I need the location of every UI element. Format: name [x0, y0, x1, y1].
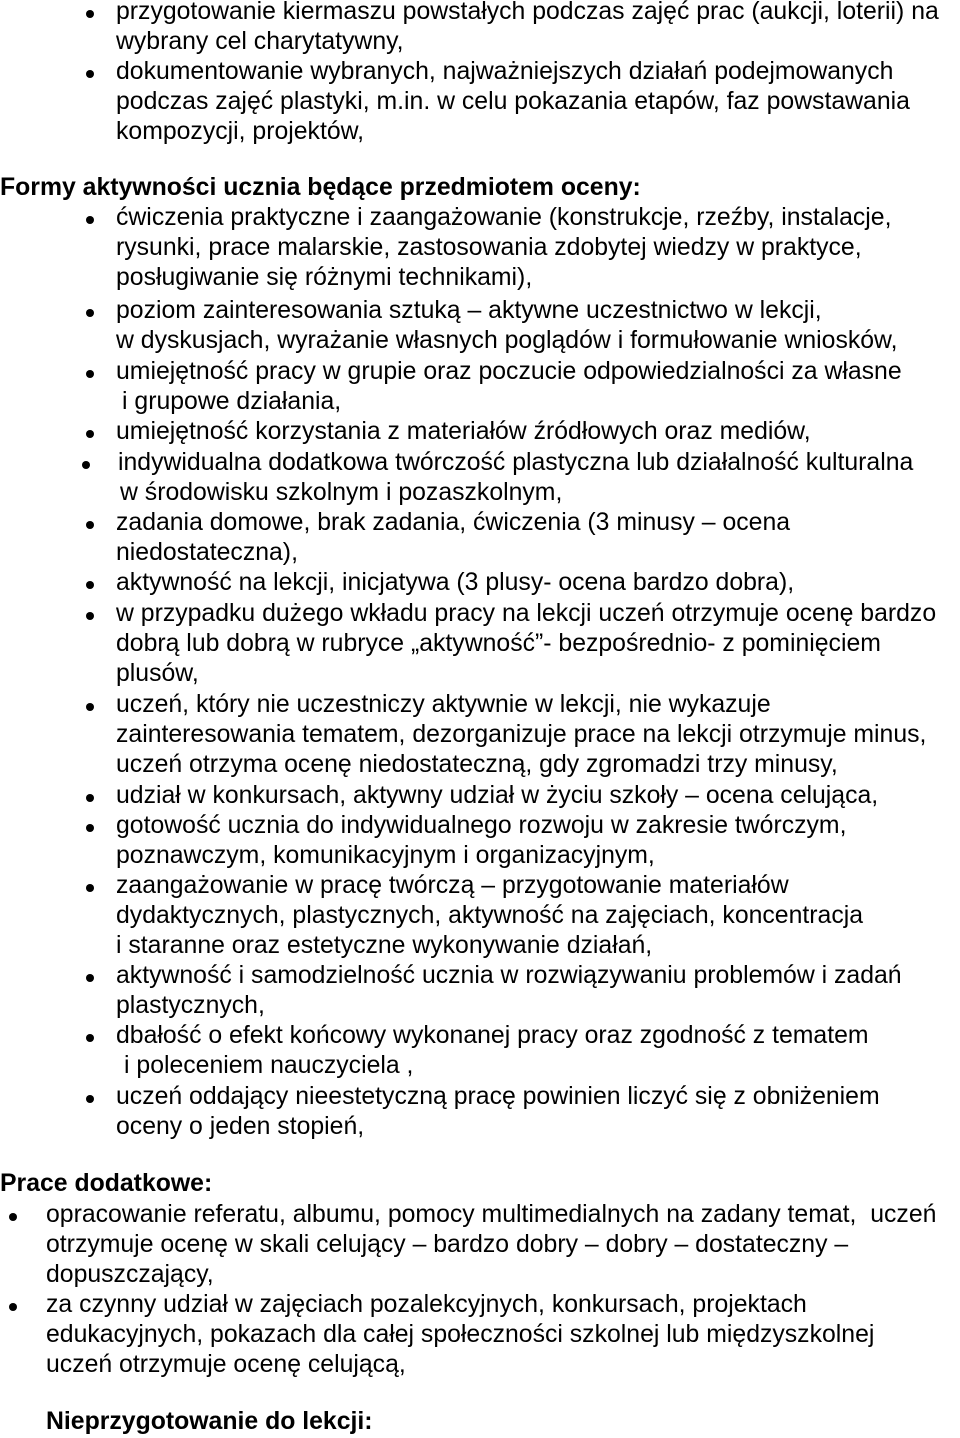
list-item-line: posługiwanie się różnymi technikami), — [116, 264, 533, 291]
bullet-icon — [86, 370, 94, 378]
list-item-line: i staranne oraz estetyczne wykonywanie działań, — [116, 932, 653, 959]
list-item-line: aktywność i samodzielność ucznia w rozwiązywaniu problemów i zadań — [116, 962, 902, 989]
section-heading: Nieprzygotowanie do lekcji: — [46, 1408, 373, 1435]
list-item-line: dokumentowanie wybranych, najważniejszych działań podejmowanych — [116, 58, 894, 85]
list-item-line: poznawczym, komunikacyjnym i organizacyjnym, — [116, 842, 655, 869]
list-item-line: wybrany cel charytatywny, — [116, 28, 404, 55]
list-item-line: w przypadku dużego wkładu pracy na lekcji uczeń otrzymuje ocenę bardzo — [116, 600, 937, 627]
bullet-icon — [86, 884, 94, 892]
list-item-line: uczeń otrzymuje ocenę celującą, — [46, 1351, 406, 1378]
list-item-line: poziom zainteresowania sztuką – aktywne uczestnictwo w lekcji, — [116, 297, 822, 324]
list-item-line: przygotowanie kiermaszu powstałych podczas zajęć prac (aukcji, loterii) na — [116, 0, 939, 25]
bullet-icon — [86, 309, 94, 317]
bullet-icon — [86, 974, 94, 982]
list-item-line: zadania domowe, brak zadania, ćwiczenia (3 minusy – ocena — [116, 509, 791, 536]
list-item-line: zaangażowanie w pracę twórczą – przygotowanie materiałów — [116, 872, 789, 899]
list-item-line: edukacyjnych, pokazach dla całej społeczności szkolnej lub międzyszkolnej — [46, 1321, 875, 1348]
list-item-line: za czynny udział w zajęciach pozalekcyjnych, konkursach, projektach — [46, 1291, 807, 1318]
list-item-line: i grupowe działania, — [122, 388, 342, 415]
section-heading: Prace dodatkowe: — [0, 1170, 213, 1197]
list-item-line: zainteresowania tematem, dezorganizuje prace na lekcji otrzymuje minus, — [116, 721, 927, 748]
bullet-icon — [86, 430, 94, 438]
section-heading: Formy aktywności ucznia będące przedmiotem oceny: — [0, 174, 641, 201]
list-item-line: w dyskusjach, wyrażanie własnych poglądów i formułowanie wniosków, — [116, 327, 898, 354]
list-item-line: otrzymuje ocenę w skali celujący – bardzo dobry – dobry – dostateczny – — [46, 1231, 849, 1258]
bullet-icon — [86, 824, 94, 832]
list-item-line: indywidualna dodatkowa twórczość plastyczna lub działalność kulturalna — [118, 449, 914, 476]
bullet-icon — [82, 461, 90, 469]
list-item-line: dydaktycznych, plastycznych, aktywność na zajęciach, koncentracja — [116, 902, 864, 929]
list-item-line: uczeń, który nie uczestniczy aktywnie w lekcji, nie wykazuje — [116, 691, 771, 718]
list-item-line: udział w konkursach, aktywny udział w życiu szkoły – ocena celująca, — [116, 782, 879, 809]
list-item-line: dopuszczający, — [46, 1261, 214, 1288]
list-item-line: niedostateczna), — [116, 539, 298, 566]
list-item-line: umiejętność pracy w grupie oraz poczucie odpowiedzialności za własne — [116, 358, 902, 385]
bullet-icon — [86, 1095, 94, 1103]
list-item-line: umiejętność korzystania z materiałów źródłowych oraz mediów, — [116, 418, 811, 445]
list-item-line: aktywność na lekcji, inicjatywa (3 plusy- ocena bardzo dobra), — [116, 569, 795, 596]
list-item-line: plusów, — [116, 660, 199, 687]
list-item-line: uczeń otrzyma ocenę niedostateczną, gdy zgromadzi trzy minusy, — [116, 751, 838, 778]
bullet-icon — [86, 794, 94, 802]
list-item-line: dbałość o efekt końcowy wykonanej pracy oraz zgodność z tematem — [116, 1022, 869, 1049]
list-item-line: w środowisku szkolnym i pozaszkolnym, — [120, 479, 563, 506]
bullet-icon — [86, 216, 94, 224]
bullet-icon — [86, 581, 94, 589]
bullet-icon — [9, 1213, 17, 1221]
list-item-line: gotowość ucznia do indywidualnego rozwoju w zakresie twórczym, — [116, 812, 847, 839]
list-item-line: opracowanie referatu, albumu, pomocy multimedialnych na zadany temat, uczeń — [46, 1201, 937, 1228]
list-item-line: kompozycji, projektów, — [116, 118, 365, 145]
bullet-icon — [9, 1303, 17, 1311]
bullet-icon — [86, 521, 94, 529]
bullet-icon — [86, 10, 94, 18]
bullet-icon — [86, 703, 94, 711]
list-item-line: podczas zajęć plastyki, m.in. w celu pokazania etapów, faz powstawania — [116, 88, 910, 115]
bullet-icon — [86, 70, 94, 78]
list-item-line: rysunki, prace malarskie, zastosowania zdobytej wiedzy w praktyce, — [116, 234, 862, 261]
bullet-icon — [86, 1034, 94, 1042]
list-item-line: i poleceniem nauczyciela , — [124, 1052, 414, 1079]
bullet-icon — [86, 612, 94, 620]
list-item-line: dobrą lub dobrą w rubryce „aktywność”- bezpośrednio- z pominięciem — [116, 630, 881, 657]
list-item-line: oceny o jeden stopień, — [116, 1113, 365, 1140]
list-item-line: uczeń oddający nieestetyczną pracę powinien liczyć się z obniżeniem — [116, 1083, 880, 1110]
list-item-line: plastycznych, — [116, 992, 265, 1019]
list-item-line: ćwiczenia praktyczne i zaangażowanie (konstrukcje, rzeźby, instalacje, — [116, 204, 892, 231]
